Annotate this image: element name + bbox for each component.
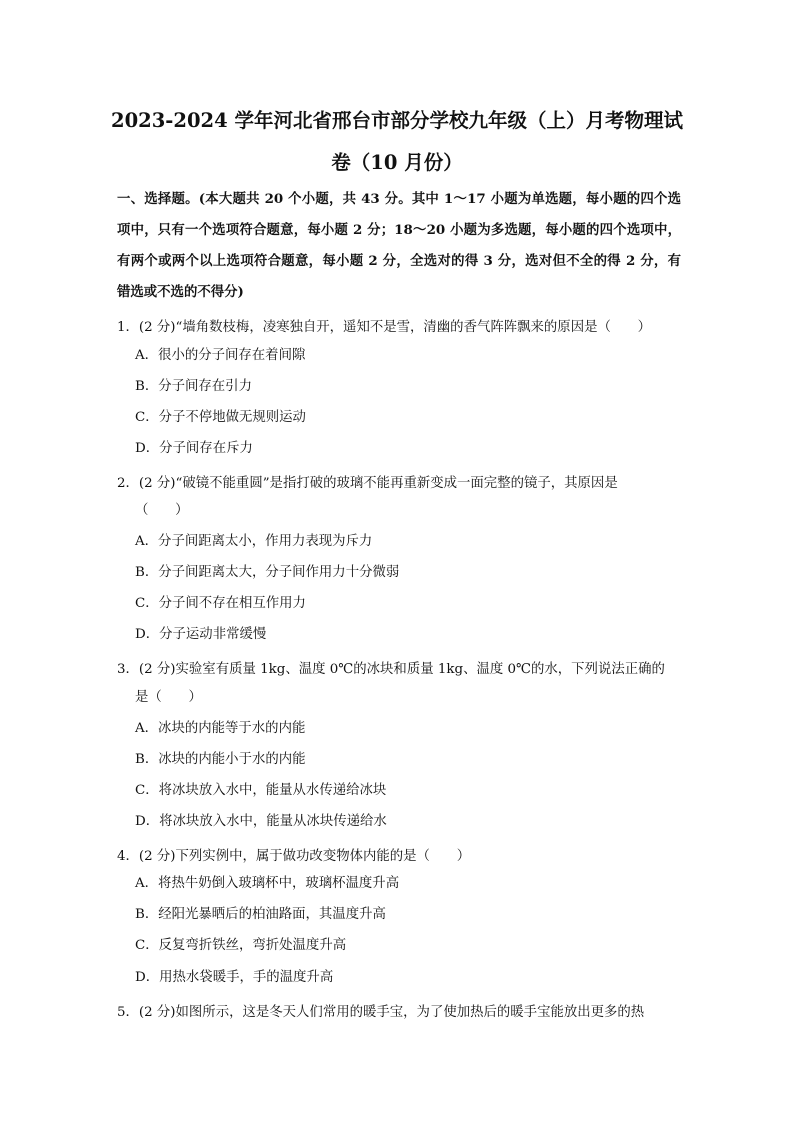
question-1-option-d: D．分子间存在斥力 — [135, 441, 253, 456]
question-2-option-a: A．分子间距离太小，作用力表现为斥力 — [135, 534, 373, 549]
question-4-stem: 4．(2 分)下列实例中，属于做功改变物体内能的是（ ） — [117, 849, 471, 864]
question-3-stem-continued: 是（ ） — [135, 690, 202, 705]
question-3-option-c: C．将冰块放入水中，能量从水传递给冰块 — [135, 783, 387, 798]
question-2-option-d: D．分子运动非常缓慢 — [135, 627, 267, 642]
question-3-option-b: B．冰块的内能小于水的内能 — [135, 752, 306, 767]
question-1-option-a: A．很小的分子间存在着间隙 — [135, 348, 306, 363]
question-4-option-c: C．反复弯折铁丝，弯折处温度升高 — [135, 938, 347, 953]
question-5-stem: 5．(2 分)如图所示，这是冬天人们常用的暖手宝，为了使加热后的暖手宝能放出更多的热 — [117, 1005, 645, 1020]
question-2-option-c: C．分子间不存在相互作用力 — [135, 596, 306, 611]
question-2-option-b: B．分子间距离太大，分子间作用力十分微弱 — [135, 565, 400, 580]
exam-title-line-1: 2023-2024 学年河北省邢台市部分学校九年级（上）月考物理试 — [111, 109, 683, 132]
question-1-option-b: B．分子间存在引力 — [135, 379, 252, 394]
question-2-stem-continued: （ ） — [135, 503, 189, 518]
question-1-option-c: C．分子不停地做无规则运动 — [135, 410, 306, 425]
question-3-stem: 3．(2 分)实验室有质量 1kg、温度 0℃的冰块和质量 1kg、温度 0℃的水，下列说法正确的 — [117, 662, 665, 677]
question-3-option-a: A．冰块的内能等于水的内能 — [135, 721, 306, 736]
question-2-stem: 2．(2 分)“破镜不能重圆”是指打破的玻璃不能再重新变成一面完整的镜子，其原因是 — [117, 476, 618, 491]
question-4-option-d: D．用热水袋暖手，手的温度升高 — [135, 970, 334, 985]
question-4-option-b: B．经阳光暴晒后的柏油路面，其温度升高 — [135, 907, 386, 922]
section-heading: 一、选择题。(本大题共 20 个小题，共 43 分。其中 1～17 小题为单选题，每小题的四个选项中，只有一个选项符合题意，每小题 2 分；18～20 小题为多选题，每小题的四个选项中，有两个或两个以上选项符合题意，每小题 2 分，全选对的得 3 分，选对但不全的得 2 分，有错选或不选的不得分) — [117, 191, 681, 300]
question-1-stem: 1．(2 分)“墙角数枝梅，凌寒独自开，遥知不是雪，清幽的香气阵阵飘来的原因是（ ） — [117, 320, 652, 335]
question-4-option-a: A．将热牛奶倒入玻璃杯中，玻璃杯温度升高 — [135, 876, 400, 891]
question-3-option-d: D．将冰块放入水中，能量从冰块传递给水 — [135, 814, 387, 829]
exam-title-line-2: 卷（10 月份） — [331, 151, 463, 174]
